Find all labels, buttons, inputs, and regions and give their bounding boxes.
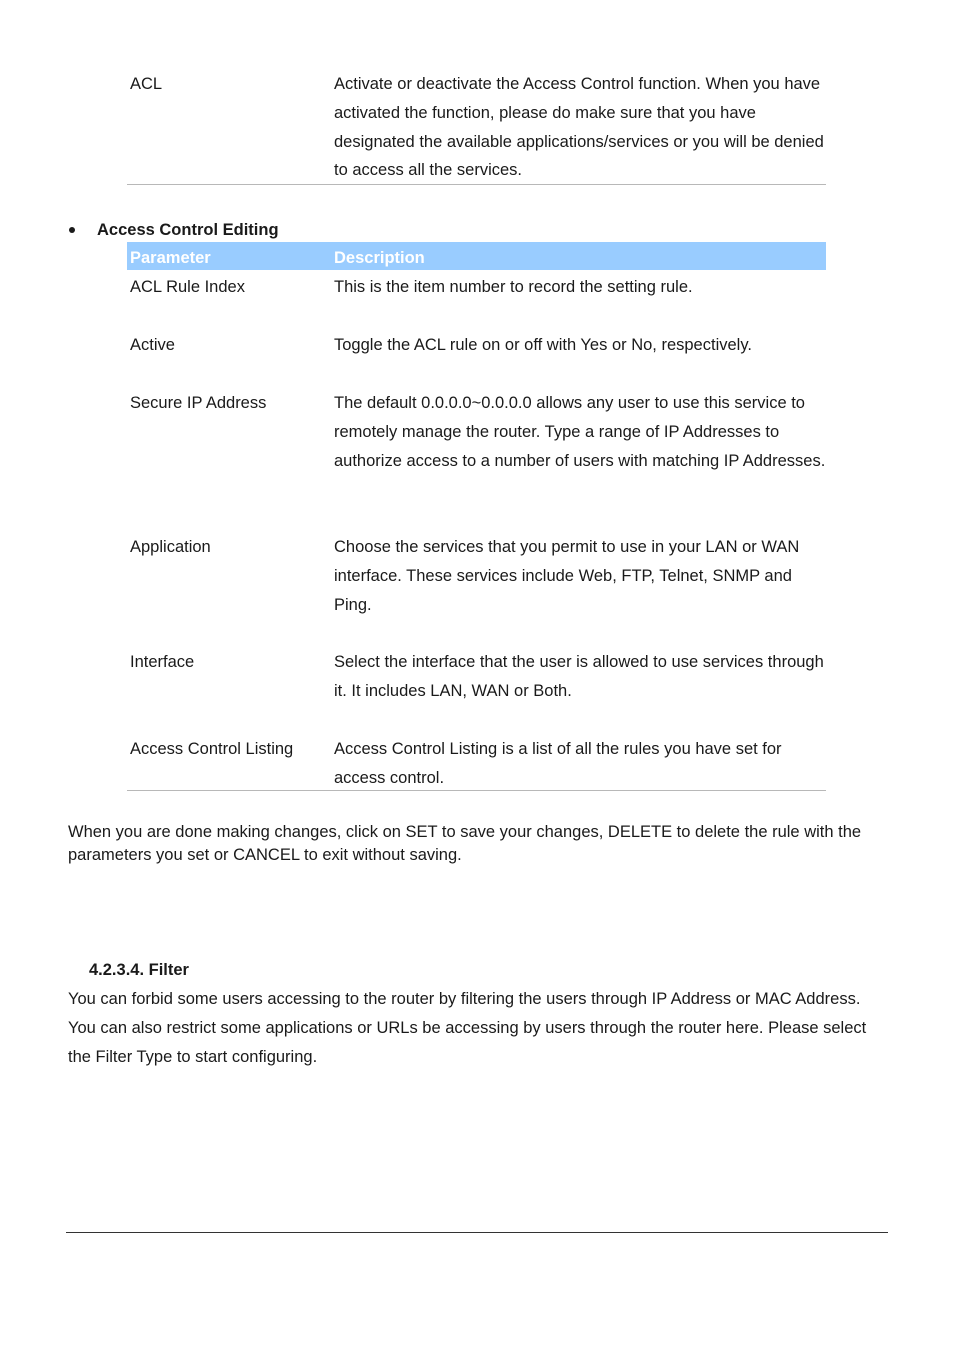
acl-description: Activate or deactivate the Access Control function. When you have activated the function, please do make sure that you have designated the available applications/services or you will be denied to access all the services.: [334, 75, 824, 180]
row-param: Interface: [130, 653, 195, 671]
row-param: Application: [130, 538, 211, 556]
row-desc: Access Control Listing is a list of all the rules you have set for access control.: [334, 740, 782, 787]
footer-rule: [66, 1232, 888, 1233]
row-param: Access Control Listing: [130, 740, 294, 758]
row-desc: Select the interface that the user is allowed to use services through it. It includes LAN, WAN or Both.: [334, 653, 824, 700]
row-param: Secure IP Address: [130, 394, 267, 412]
acl-param: ACL: [130, 75, 163, 93]
row-desc: This is the item number to record the setting rule.: [334, 278, 693, 296]
row-param: ACL Rule Index: [130, 278, 245, 296]
row-param: Active: [130, 336, 175, 354]
table-bottom-rule: [127, 790, 826, 791]
section-title-access-control-editing: Access Control Editing: [97, 221, 279, 239]
row-desc: The default 0.0.0.0~0.0.0.0 allows any user to use this service to remotely manage the router. Type a range of IP Addresses to authorize access to a number of users with matching IP Addresses.: [334, 394, 826, 470]
filter-paragraph: You can forbid some users accessing to the router by filtering the users through IP Address or MAC Address. You can also restrict some applications or URLs be accessing by users through the router here. Please select the Filter Type to start configuring.: [68, 990, 867, 1066]
bullet-icon: [69, 227, 75, 233]
after-table-paragraph: When you are done making changes, click on SET to save your changes, DELETE to delete the rule with the parameters you set or CANCEL to exit without saving.: [68, 823, 862, 864]
header-description: Description: [334, 249, 425, 267]
acl-table-bottom-rule: [127, 184, 826, 185]
row-desc: Choose the services that you permit to use in your LAN or WAN interface. These services include Web, FTP, Telnet, SNMP and Ping.: [334, 538, 800, 614]
row-desc: Toggle the ACL rule on or off with Yes or No, respectively.: [334, 336, 752, 354]
table-header: [127, 242, 826, 270]
header-parameter: Parameter: [130, 249, 211, 267]
filter-heading: 4.2.3.4. Filter: [89, 961, 189, 979]
